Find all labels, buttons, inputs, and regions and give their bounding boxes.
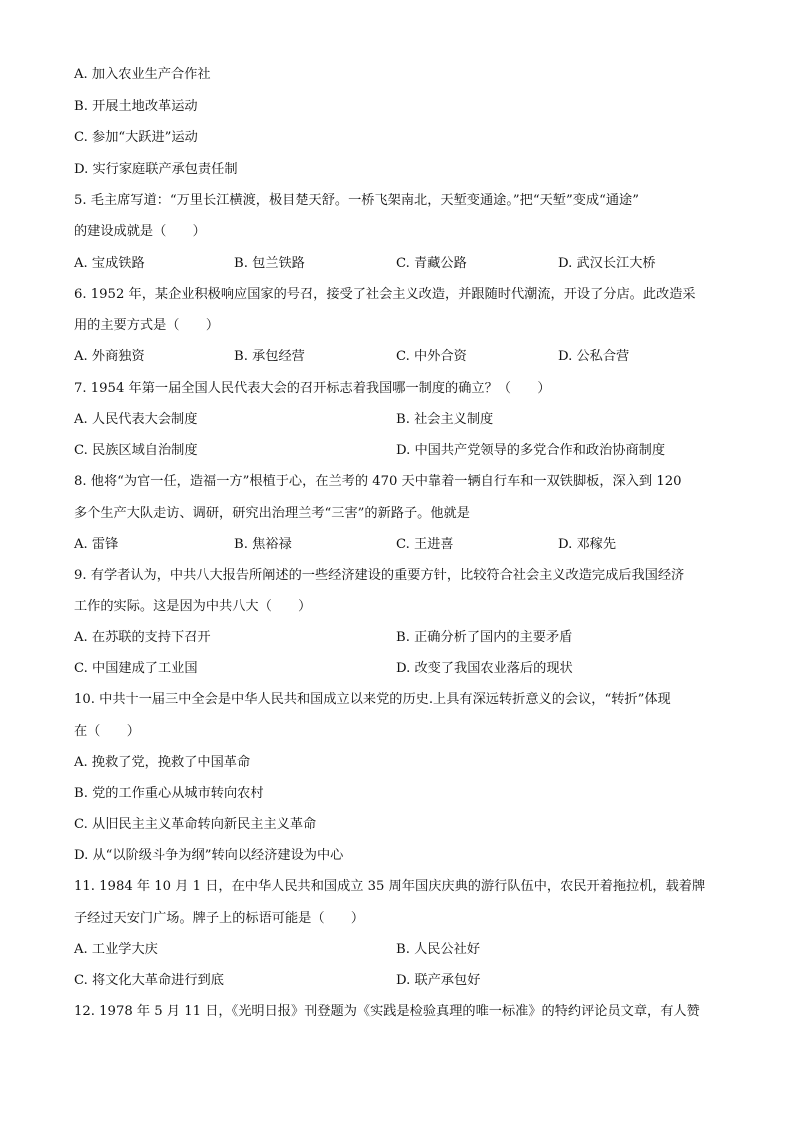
q6-stem-line2: 用的主要方式是（ ） xyxy=(74,318,220,333)
q9-option-b: B. 正确分析了国内的主要矛盾 xyxy=(396,630,573,645)
q9-option-a: A. 在苏联的支持下召开 xyxy=(74,630,211,645)
q4-option-c: C. 参加“大跃进”运动 xyxy=(74,130,198,145)
q7-option-d: D. 中国共产党领导的多党合作和政治协商制度 xyxy=(396,443,666,458)
q8-stem-line1: 8. 他将“为官一任，造福一方”根植于心，在兰考的 470 天中靠着一辆自行车和一双铁脚板，深入到 120 xyxy=(74,474,682,489)
q11-stem-line1: 11. 1984 年 10 月 1 日，在中华人民共和国成立 35 周年国庆庆典的游行队伍中，农民开着拖拉机，载着牌 xyxy=(74,879,706,894)
q4-option-b: B. 开展土地改革运动 xyxy=(74,99,198,114)
q4-option-d: D. 实行家庭联产承包责任制 xyxy=(74,162,238,177)
q8-option-b: B. 焦裕禄 xyxy=(234,537,292,552)
q9-option-c: C. 中国建成了工业国 xyxy=(74,661,198,676)
q8-option-a: A. 雷锋 xyxy=(74,537,119,552)
q10-stem-line2: 在（ ） xyxy=(74,724,140,739)
q11-stem-line2: 子经过天安门广场。牌子上的标语可能是（ ） xyxy=(74,911,365,926)
q6-option-d: D. 公私合营 xyxy=(558,349,630,364)
q5-stem-line2: 的建设成就是（ ） xyxy=(74,224,206,239)
q5-option-c: C. 青藏公路 xyxy=(396,256,467,271)
q10-option-a: A. 挽救了党，挽救了中国革命 xyxy=(74,755,251,770)
q9-stem-line2: 工作的实际。这是因为中共八大（ ） xyxy=(74,599,312,614)
q6-option-b: B. 承包经营 xyxy=(234,349,305,364)
q5-option-b: B. 包兰铁路 xyxy=(234,256,305,271)
q10-option-b: B. 党的工作重心从城市转向农村 xyxy=(74,786,264,801)
q7-option-c: C. 民族区域自治制度 xyxy=(74,443,198,458)
q11-option-a: A. 工业学大庆 xyxy=(74,942,158,957)
q6-stem-line1: 6. 1952 年，某企业积极响应国家的号召，接受了社会主义改造，并跟随时代潮流，开设了分店。此改造采 xyxy=(74,287,696,302)
q10-stem-line1: 10. 中共十一届三中全会是中华人民共和国成立以来党的历史.上具有深远转折意义的会议，“转折”体现 xyxy=(74,692,671,707)
q8-option-d: D. 邓稼先 xyxy=(558,537,617,552)
q5-option-a: A. 宝成铁路 xyxy=(74,256,145,271)
q11-option-c: C. 将文化大革命进行到底 xyxy=(74,973,224,988)
q7-option-b: B. 社会主义制度 xyxy=(396,412,494,427)
q4-option-a: A. 加入农业生产合作社 xyxy=(74,67,211,82)
q8-option-c: C. 王进喜 xyxy=(396,537,454,552)
q10-option-c: C. 从旧民主主义革命转向新民主主义革命 xyxy=(74,817,317,832)
q9-stem-line1: 9. 有学者认为，中共八大报告所阐述的一些经济建设的重要方针，比较符合社会主义改造完成后我国经济 xyxy=(74,568,685,583)
q10-option-d: D. 从“以阶级斗争为纲”转向以经济建设为中心 xyxy=(74,848,344,863)
q7-stem-line1: 7. 1954 年第一届全国人民代表大会的召开标志着我国哪一制度的确立？（ ） xyxy=(74,381,551,396)
q8-stem-line2: 多个生产大队走访、调研，研究出治理兰考“三害”的新路子。他就是 xyxy=(74,506,470,521)
q9-option-d: D. 改变了我国农业落后的现状 xyxy=(396,661,573,676)
q6-option-a: A. 外商独资 xyxy=(74,349,145,364)
q5-option-d: D. 武汉长江大桥 xyxy=(558,256,656,271)
q11-option-b: B. 人民公社好 xyxy=(396,942,481,957)
q7-option-a: A. 人民代表大会制度 xyxy=(74,412,198,427)
q5-stem-line1: 5. 毛主席写道：“万里长江横渡，极目楚天舒。一桥飞架南北，天堑变通途。”把“天堑”变成“通途” xyxy=(74,193,639,208)
q11-option-d: D. 联产承包好 xyxy=(396,973,481,988)
q12-stem-line1: 12. 1978 年 5 月 11 日，《光明日报》刊登题为《实践是检验真理的唯一标准》的特约评论员文章，有人赞 xyxy=(74,1004,700,1019)
q6-option-c: C. 中外合资 xyxy=(396,349,467,364)
